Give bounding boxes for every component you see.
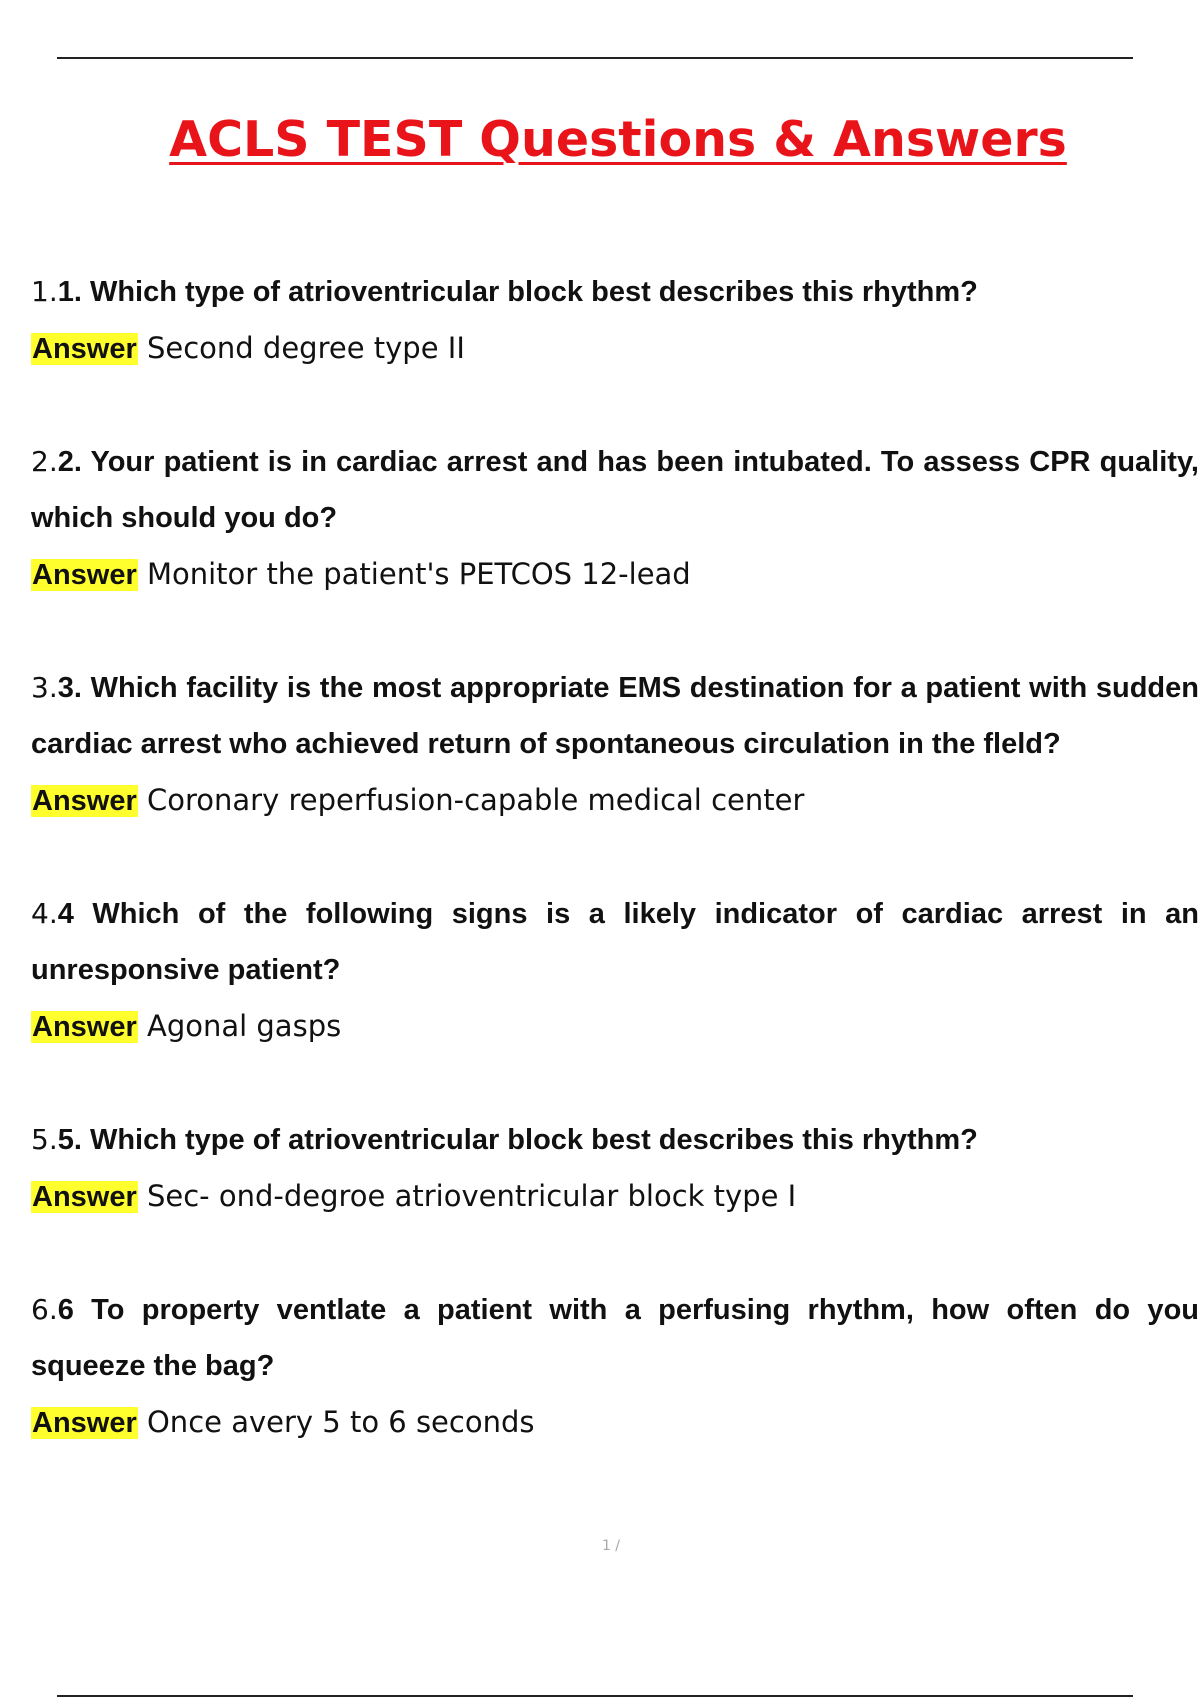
answer-label: Answer xyxy=(32,1407,137,1439)
answer-text: Agonal gasps xyxy=(146,1009,342,1043)
answer-text: Once avery 5 to 6 seconds xyxy=(146,1405,535,1439)
question-text: 4 Which of the following signs is a likely indicator of cardiac arrest in an unresponsive patient? xyxy=(31,898,1199,986)
question xyxy=(31,264,1199,320)
question-text: 1. Which type of atrioventricular block best describes this rhythm? xyxy=(57,276,978,308)
answer-label: Answer xyxy=(32,1181,137,1213)
qa-list xyxy=(31,264,1199,1451)
page-number: 1 / xyxy=(601,1538,621,1554)
answer-label: Answer xyxy=(32,559,137,591)
answer-label: Answer xyxy=(32,1011,137,1043)
question-number: 5. xyxy=(31,1123,58,1156)
answer-text: Sec- ond-degroe atrioventricular block type I xyxy=(146,1179,797,1213)
question-number: 6. xyxy=(31,1293,58,1326)
qa-item xyxy=(31,886,1199,1055)
answer-text: Second degree type II xyxy=(146,331,465,365)
qa-item xyxy=(31,434,1199,603)
question xyxy=(31,1282,1199,1394)
question-text: 2. Your patient is in cardiac arrest and has been intubated. To assess CPR quality, which should you do? xyxy=(31,446,1199,534)
bottom-rule xyxy=(57,1695,1133,1697)
question xyxy=(31,434,1199,546)
answer xyxy=(31,546,1199,603)
answer-label: Answer xyxy=(32,785,137,817)
question-text: 5. Which type of atrioventricular block best describes this rhythm? xyxy=(57,1124,978,1156)
qa-item xyxy=(31,1282,1199,1451)
qa-item xyxy=(31,1112,1199,1225)
question-number: 4. xyxy=(31,897,58,930)
question-number: 3. xyxy=(31,671,58,704)
answer xyxy=(31,1168,1199,1225)
answer-text: Coronary reperfusion-capable medical center xyxy=(146,783,805,817)
qa-item xyxy=(31,264,1199,377)
answer xyxy=(31,320,1199,377)
answer xyxy=(31,998,1199,1055)
top-rule xyxy=(57,57,1133,59)
question xyxy=(31,1112,1199,1168)
question-number: 2. xyxy=(31,445,58,478)
question-text: 3. Which facility is the most appropriate EMS destination for a patient with sudden cardiac arrest who achieved return of spontaneous circulation in the fleld? xyxy=(31,672,1199,760)
question-number: 1. xyxy=(31,275,58,308)
document-title: ACLS TEST Questions & Answers xyxy=(169,111,1067,168)
question-text: 6 To property ventlate a patient with a perfusing rhythm, how often do you squeeze the bag? xyxy=(31,1294,1199,1382)
answer xyxy=(31,1394,1199,1451)
answer-label: Answer xyxy=(32,333,137,365)
answer xyxy=(31,772,1199,829)
answer-text: Monitor the patient's PETCOS 12-lead xyxy=(146,557,691,591)
question xyxy=(31,660,1199,772)
question xyxy=(31,886,1199,998)
qa-item xyxy=(31,660,1199,829)
